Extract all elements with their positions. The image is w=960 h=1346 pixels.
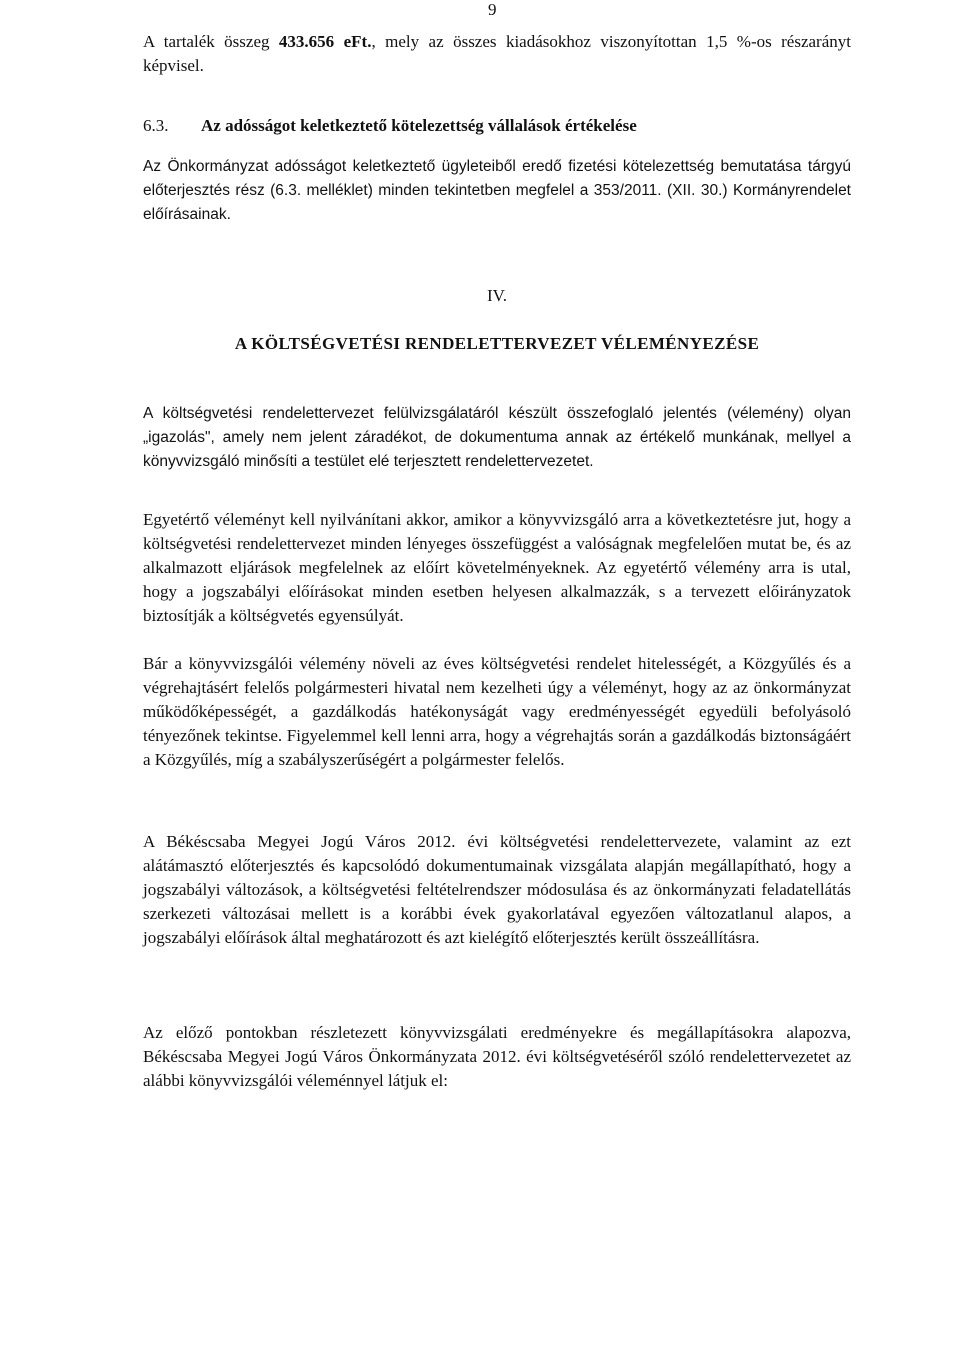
- chapter-title: A KÖLTSÉGVETÉSI RENDELETTERVEZET VÉLEMÉNYEZÉSE: [234, 334, 760, 353]
- paragraph-agreeing-opinion: Egyetértő véleményt kell nyilvánítani akkor, amikor a könyvvizsgáló arra a következtetésre jut, hogy a költségvetési rendelettervezet minden lényeges összefüggést a valóságnak megfelelően mutat be, és az alkalmazott eljárások megfelelnek az előírt követelményeknek. Az egyetértő vélemény arra is utal, hogy a jogszabályi előírásokat minden esetben helyesen alkalmazzák, s a tervezett előirányzatok biztosítják a költségvetés egyensúlyát.: [143, 510, 851, 625]
- reserve-amount: 433.656 eFt.: [278, 32, 372, 51]
- paragraph-auditor-opinion-limits: Bár a könyvvizsgálói vélemény növeli az éves költségvetési rendelet hitelességét, a Közgyűlés és a végrehajtásért felelős polgármesteri hivatal nem kezelheti úgy a véleményt, hogy az az önkormányzat működőképességét, a gazdálkodás hatékonyságát vagy eredményességét egyedüli befolyásoló tényezőnek tekintse. Figyelemmel kell lenni arra, hogy a végrehajtás során a gazdálkodás biztonságáért a Közgyűlés, míg a szabályszerűségért a polgármester felelős.: [143, 654, 851, 769]
- section-body: Az Önkormányzat adósságot keletkeztető ügyleteiből eredő fizetési kötelezettség bemutatása tárgyú előterjesztés rész (6.3. melléklet) minden tekintetben megfelel a 353/2011. (XII. 30.) Kormányrendelet előírásainak.: [143, 158, 851, 223]
- paragraph-conclusion-intro: Az előző pontokban részletezett könyvvizsgálati eredményekre és megállapításokra alapozva, Békéscsaba Megyei Jogú Város Önkormányzata 2012. évi költségvetéséről szóló rendelettervezetet az alábbi könyvvizsgálói véleménnyel látjuk el:: [143, 1023, 851, 1090]
- paragraph-budget-draft-review: A Békéscsaba Megyei Jogú Város 2012. évi költségvetési rendelettervezete, valamint az ezt alátámasztó előterjesztés és kapcsolódó dokumentumainak vizsgálata alapján megállapítható, hogy a jogszabályi változások, a költségvetési feltételrendszer módosulása és az önkormányzati feladatellátás szerkezeti változásai mellett is a korábbi évek gyakorlatával egyezően változatlanul alapos, a jogszabályi előírások által meghatározott és azt kielégítő előterjesztés került összeállításra.: [143, 832, 851, 947]
- section-number: 6.3.: [143, 116, 169, 135]
- section-title: Az adósságot keletkeztető kötelezettség vállalások értékelése: [201, 116, 637, 135]
- page-number: 9: [488, 0, 497, 19]
- paragraph-opinion-nature: A költségvetési rendelettervezet felülvizsgálatáról készült összefoglaló jelentés (vélemény) olyan „igazolás", amely nem jelent záradékot, de dokumentuma annak az értékelő munkának, mellyel a könyvvizsgáló minősíti a testület elé terjesztett rendelettervezetet.: [143, 405, 851, 470]
- chapter-roman-numeral: IV.: [487, 286, 507, 305]
- reserve-text-after: , mely az összes kiadásokhoz viszonyítottan 1,5 %-os részarányt képvisel.: [143, 32, 851, 75]
- reserve-paragraph: [143, 30, 851, 78]
- reserve-text-before: A tartalék összeg: [143, 32, 279, 51]
- section-heading: [143, 114, 851, 138]
